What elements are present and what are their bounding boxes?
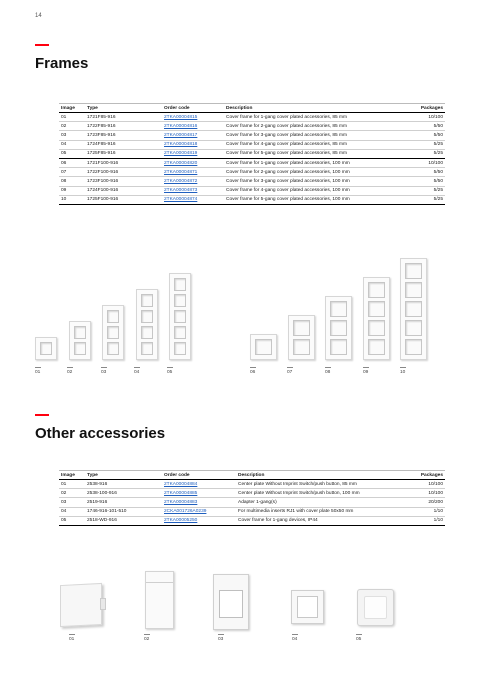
figure-caption: 06	[250, 370, 256, 375]
cover-frame-4-gang-image	[136, 289, 158, 360]
cell-image: 03	[59, 131, 85, 140]
cover-frame-1-gang-image	[250, 334, 277, 360]
col-image: Image	[59, 104, 85, 113]
cell-type: 1723F85-916	[85, 131, 162, 140]
cell-type: 1722F85-916	[85, 122, 162, 131]
cover-frame-2-gang-image	[69, 321, 91, 360]
frame-opening	[40, 342, 52, 355]
cell-image: 07	[59, 168, 85, 177]
caption-dash	[400, 367, 406, 368]
frame-opening	[107, 342, 119, 355]
cell-packages: 5/25	[401, 195, 445, 204]
order-code-link[interactable]: 2TKA00004874	[164, 197, 198, 203]
frame-opening	[368, 339, 385, 355]
cell-order-code	[162, 480, 236, 489]
frame-opening	[174, 278, 186, 291]
cell-type: 1723F100-916	[85, 177, 162, 186]
figure-caption: 05	[356, 637, 362, 642]
cell-image: 05	[59, 516, 85, 525]
cell-type: 1725F85-916	[85, 149, 162, 158]
order-code-link[interactable]: 2TKA00004817	[164, 132, 198, 138]
cell-packages: 20/200	[401, 498, 445, 507]
cell-type: 1721F100-916	[85, 158, 162, 167]
cell-image: 04	[59, 507, 85, 516]
cell-order-code	[162, 489, 236, 498]
order-code-link[interactable]: 2TKA00004815	[164, 114, 198, 120]
center-plate-100-divider	[146, 582, 173, 583]
cover-frame-5-gang-image	[400, 258, 427, 360]
cell-packages: 10/100	[401, 480, 445, 489]
frame-opening	[255, 339, 272, 355]
caption-dash	[69, 634, 75, 635]
table-row	[59, 498, 445, 507]
cell-type: 1746-916-101-510	[85, 507, 162, 516]
frames-heading: Frames	[35, 55, 89, 72]
cell-type: 1722F100-916	[85, 168, 162, 177]
cell-description: Cover frame for 1-gang devices, IP44	[236, 516, 401, 525]
order-code-link[interactable]: 2TKA00004873	[164, 188, 198, 194]
caption-dash	[363, 367, 369, 368]
cell-image: 04	[59, 140, 85, 149]
cell-packages: 1/10	[401, 516, 445, 525]
table-header-row	[59, 471, 445, 480]
center-plate-100-image	[145, 571, 174, 629]
figure-caption: 10	[400, 370, 406, 375]
caption-dash	[356, 634, 362, 635]
center-plate-85-image	[60, 583, 102, 627]
cover-frame-5-gang-image	[169, 273, 191, 360]
order-code-link[interactable]: 2TKA00004883	[164, 499, 198, 505]
order-code-link[interactable]: 2TKA00004885	[164, 490, 198, 496]
order-code-link[interactable]: 2TKA00004871	[164, 169, 198, 175]
col-type: Type	[85, 471, 162, 480]
page-number: 14	[35, 13, 42, 19]
cell-type: 1725F100-916	[85, 195, 162, 204]
frame-opening	[293, 339, 310, 355]
figure-caption: 02	[144, 637, 150, 642]
cell-image: 06	[59, 158, 85, 167]
table-row	[59, 489, 445, 498]
caption-dash	[101, 367, 107, 368]
order-code-link[interactable]: 2TKA00004820	[164, 160, 198, 166]
order-code-link[interactable]: 2TKA00004819	[164, 151, 198, 157]
ip44-frame-inner	[364, 596, 387, 619]
accent-bar	[35, 414, 49, 416]
frame-opening	[368, 301, 385, 317]
cell-description: Adapter 1-gang(s)	[236, 498, 401, 507]
table-row	[59, 480, 445, 489]
col-image: Image	[59, 471, 85, 480]
cell-description: For multimedia inserts RJ1 with cover plate 50x50 mm	[236, 507, 401, 516]
cell-description: Cover frame for 5-gang cover plated accessories, 100 mm	[224, 195, 401, 204]
cell-description: Cover frame for 3-gang cover plated accessories, 100 mm	[224, 177, 401, 186]
cell-packages: 5/25	[401, 186, 445, 195]
cell-image: 09	[59, 186, 85, 195]
cell-description: Cover frame for 2-gang cover plated accessories, 100 mm	[224, 168, 401, 177]
center-plate-85-stem	[100, 598, 106, 610]
caption-dash	[287, 367, 293, 368]
frame-opening	[330, 301, 347, 317]
figure-caption: 09	[363, 370, 369, 375]
cell-order-code	[162, 498, 236, 507]
frame-opening	[107, 310, 119, 323]
cell-packages: 5/25	[401, 149, 445, 158]
cell-packages: 10/100	[401, 158, 445, 167]
cell-description: Cover frame for 3-gang cover plated accessories, 85 mm	[224, 131, 401, 140]
cell-description: Cover frame for 4-gang cover plated accessories, 100 mm	[224, 186, 401, 195]
other-accessories-heading: Other accessories	[35, 425, 166, 442]
cell-packages: 5/50	[401, 177, 445, 186]
cell-type: 1724F85-916	[85, 140, 162, 149]
col-packages: Packages	[401, 104, 445, 113]
cell-description: Cover frame for 5-gang cover plated accessories, 85 mm	[224, 149, 401, 158]
figure-caption: 08	[325, 370, 331, 375]
figure-caption: 03	[218, 637, 224, 642]
frame-opening	[405, 339, 422, 355]
order-code-link[interactable]: 2CKA001726A0239	[164, 509, 207, 515]
caption-dash	[134, 367, 140, 368]
caption-dash	[250, 367, 256, 368]
frame-opening	[293, 320, 310, 336]
frame-opening	[174, 326, 186, 339]
cell-image: 08	[59, 177, 85, 186]
figure-caption: 07	[287, 370, 293, 375]
frame-opening	[368, 282, 385, 298]
frame-opening	[107, 326, 119, 339]
frame-opening	[405, 320, 422, 336]
figure-caption: 03	[101, 370, 107, 375]
cell-description: Center plate Without Imprint Switch/push button, 100 mm	[236, 489, 401, 498]
cover-frame-1-gang-image	[35, 337, 57, 360]
cover-frame-3-gang-image	[325, 296, 352, 360]
cell-image: 01	[59, 113, 85, 122]
cell-description: Cover frame for 4-gang cover plated accessories, 85 mm	[224, 140, 401, 149]
order-code-link[interactable]: 2TKA00004872	[164, 178, 198, 184]
adapter-window	[219, 590, 243, 618]
cell-type: 2518-WD-916	[85, 516, 162, 525]
figure-caption: 01	[35, 370, 41, 375]
caption-dash	[167, 367, 173, 368]
cover-frame-4-gang-image	[363, 277, 390, 360]
frame-opening	[141, 342, 153, 355]
cell-image: 05	[59, 149, 85, 158]
cell-image: 03	[59, 498, 85, 507]
cell-packages: 1/10	[401, 507, 445, 516]
cell-packages: 5/50	[401, 122, 445, 131]
col-packages: Packages	[401, 471, 445, 480]
frame-opening	[141, 294, 153, 307]
cell-type: 2538-100-916	[85, 489, 162, 498]
frame-opening	[405, 282, 422, 298]
frame-opening	[141, 310, 153, 323]
figure-caption: 01	[69, 637, 75, 642]
frame-opening	[174, 342, 186, 355]
table-row	[59, 507, 445, 516]
cell-type: 1721F85-916	[85, 113, 162, 122]
caption-dash	[35, 367, 41, 368]
frame-opening	[368, 320, 385, 336]
col-type: Type	[85, 104, 162, 113]
cover-frame-2-gang-image	[288, 315, 315, 360]
col-order-code: Order code	[162, 471, 236, 480]
cell-packages: 5/50	[401, 131, 445, 140]
frame-opening	[141, 326, 153, 339]
cell-description: Center plate Without Imprint Switch/push button, 85 mm	[236, 480, 401, 489]
caption-dash	[218, 634, 224, 635]
caption-dash	[292, 634, 298, 635]
cell-packages: 10/100	[401, 489, 445, 498]
frame-opening	[74, 342, 86, 355]
other-accessories-table	[59, 470, 445, 526]
cell-type: 2538-916	[85, 480, 162, 489]
order-code-link[interactable]: 2TKA00005250	[164, 518, 198, 524]
frame-opening	[330, 339, 347, 355]
cell-packages: 10/100	[401, 113, 445, 122]
caption-dash	[67, 367, 73, 368]
cover-frame-3-gang-image	[102, 305, 124, 360]
cell-description: Cover frame for 1-gang cover plated accessories, 100 mm	[224, 158, 401, 167]
order-code-link[interactable]: 2TKA00004884	[164, 481, 198, 487]
cell-type: 1724F100-916	[85, 186, 162, 195]
cell-image: 02	[59, 489, 85, 498]
frame-opening	[405, 301, 422, 317]
col-order-code: Order code	[162, 104, 224, 113]
frame-opening	[74, 326, 86, 339]
frame-opening	[174, 310, 186, 323]
cell-order-code	[162, 507, 236, 516]
figure-caption: 02	[67, 370, 73, 375]
multimedia-frame-opening	[297, 596, 318, 618]
cell-description: Cover frame for 2-gang cover plated accessories, 85 mm	[224, 122, 401, 131]
cell-packages: 5/25	[401, 140, 445, 149]
cell-image: 02	[59, 122, 85, 131]
cell-packages: 5/50	[401, 168, 445, 177]
frame-opening	[330, 320, 347, 336]
cell-image: 01	[59, 480, 85, 489]
col-description: Description	[224, 104, 401, 113]
cell-type: 2519-916	[85, 498, 162, 507]
table-row	[59, 516, 445, 525]
caption-dash	[325, 367, 331, 368]
cell-description: Cover frame for 1-gang cover plated accessories, 85 mm	[224, 113, 401, 122]
figure-caption: 05	[167, 370, 173, 375]
cell-order-code	[162, 516, 236, 525]
col-description: Description	[236, 471, 401, 480]
order-code-link[interactable]: 2TKA00004818	[164, 142, 198, 148]
caption-dash	[144, 634, 150, 635]
figure-caption: 04	[134, 370, 140, 375]
figure-caption: 04	[292, 637, 298, 642]
frame-opening	[174, 294, 186, 307]
order-code-link[interactable]: 2TKA00004816	[164, 123, 198, 129]
frame-opening	[405, 263, 422, 279]
cell-image: 10	[59, 195, 85, 204]
